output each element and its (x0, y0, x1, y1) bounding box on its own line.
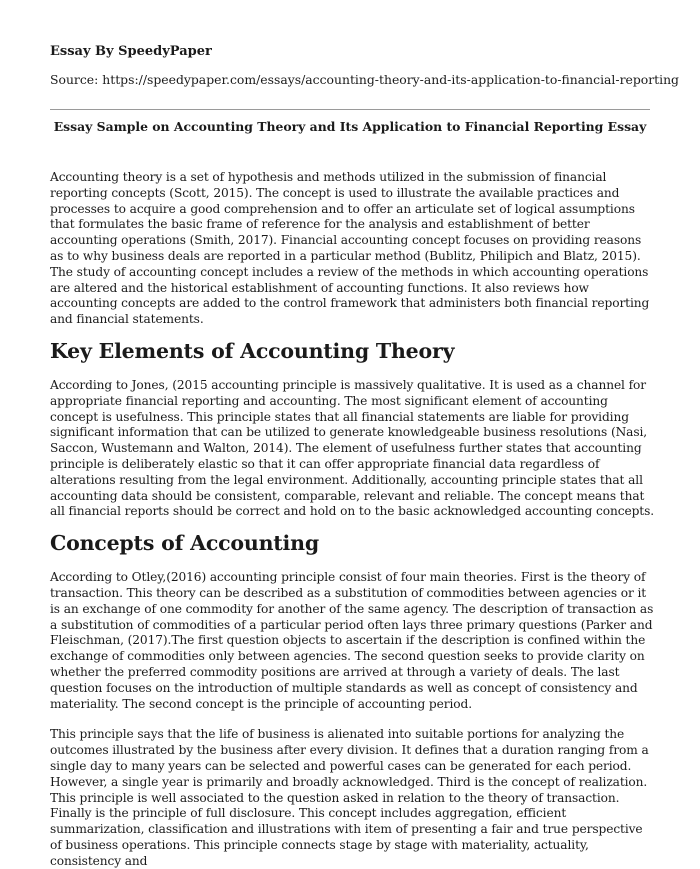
essay-title: Essay Sample on Accounting Theory and Its Application to Financial Reporting Essay (53, 119, 647, 134)
concepts-paragraph-1: According to Otley,(2016) accounting principle consist of four main theories. First is the theory of transaction. This theory can be described as a substitution of commodities between agencies or it is an exchange of one commodity for another of the same agency. The description of transaction as a substitution of commodities of a particular period often lays three primary questions (Parker and Fleischman, (2017).The first question objects to ascertain if the description is confined within the exchange of commodities only between agencies. The second question seeks to provide clarity on whether the preferred commodity positions are arrived at through a variety of deals. The last question focuses on the introduction of multiple standards as well as concept of consistency and materiality. The second concept is the principle of accounting period. (50, 570, 654, 711)
concepts-paragraph-2: This principle says that the life of business is alienated into suitable portions for analyzing the outcomes illustrated by the business after every division. It defines that a duration ranging from a single day to many years can be selected and powerful cases can be generated for each period. However, a single year is primarily and broadly acknowledged. Third is the concept of realization. This principle is well associated to the question asked in relation to the theory of transaction. Finally is the principle of full disclosure. This concept includes aggregation, efficient summarization, classification and illustrations with item of presenting a fair and true perspective of business operations. This principle connects stage by stage with materiality, actuality, consistency and (50, 727, 649, 868)
header-divider (50, 109, 650, 110)
key-elements-paragraph: According to Jones, (2015 accounting principle is massively qualitative. It is used as a channel for appropriate financial reporting and accounting. The most significant element of accounting concept is usefulness. This principle states that all financial statements are liable for providing significant information that can be utilized to generate knowledgeable business resolutions (Nasi, Saccon, Wustemann and Walton, 2014). The element of usefulness further states that accounting principle is deliberately elastic so that it can offer appropriate financial data regardless of alterations resulting from the legal environment. Additionally, accounting principle states that all accounting data should be consistent, comparable, relevant and reliable. The concept means that all financial reports should be correct and hold on to the basic acknowledged accounting concepts. (50, 377, 655, 519)
section-heading-concepts: Concepts of Accounting (50, 531, 319, 556)
essay-body (50, 170, 654, 869)
brand-label: Essay By SpeedyPaper (50, 44, 212, 59)
source-url: Source: https://speedypaper.com/essays/accounting-theory-and-its-application-to-financial-reporting (50, 72, 679, 87)
section-heading-key-elements: Key Elements of Accounting Theory (50, 338, 455, 363)
intro-paragraph: Accounting theory is a set of hypothesis and methods utilized in the submission of financial reporting concepts (Scott, 2015). The concept is used to illustrate the available practices and processes to acquire a good comprehension and to offer an articulate set of logical assumptions that formulates the basic frame of reference for the analysis and establishment of better accounting operations (Smith, 2017). Financial accounting concept focuses on providing reasons as to why business deals are reported in a particular method (Bublitz, Philipich and Blatz, 2015). The study of accounting concept includes a review of the methods in which accounting operations are altered and the historical establishment of accounting functions. It also reviews how accounting concepts are added to the control framework that administers both financial reporting and financial statements. (50, 170, 650, 327)
